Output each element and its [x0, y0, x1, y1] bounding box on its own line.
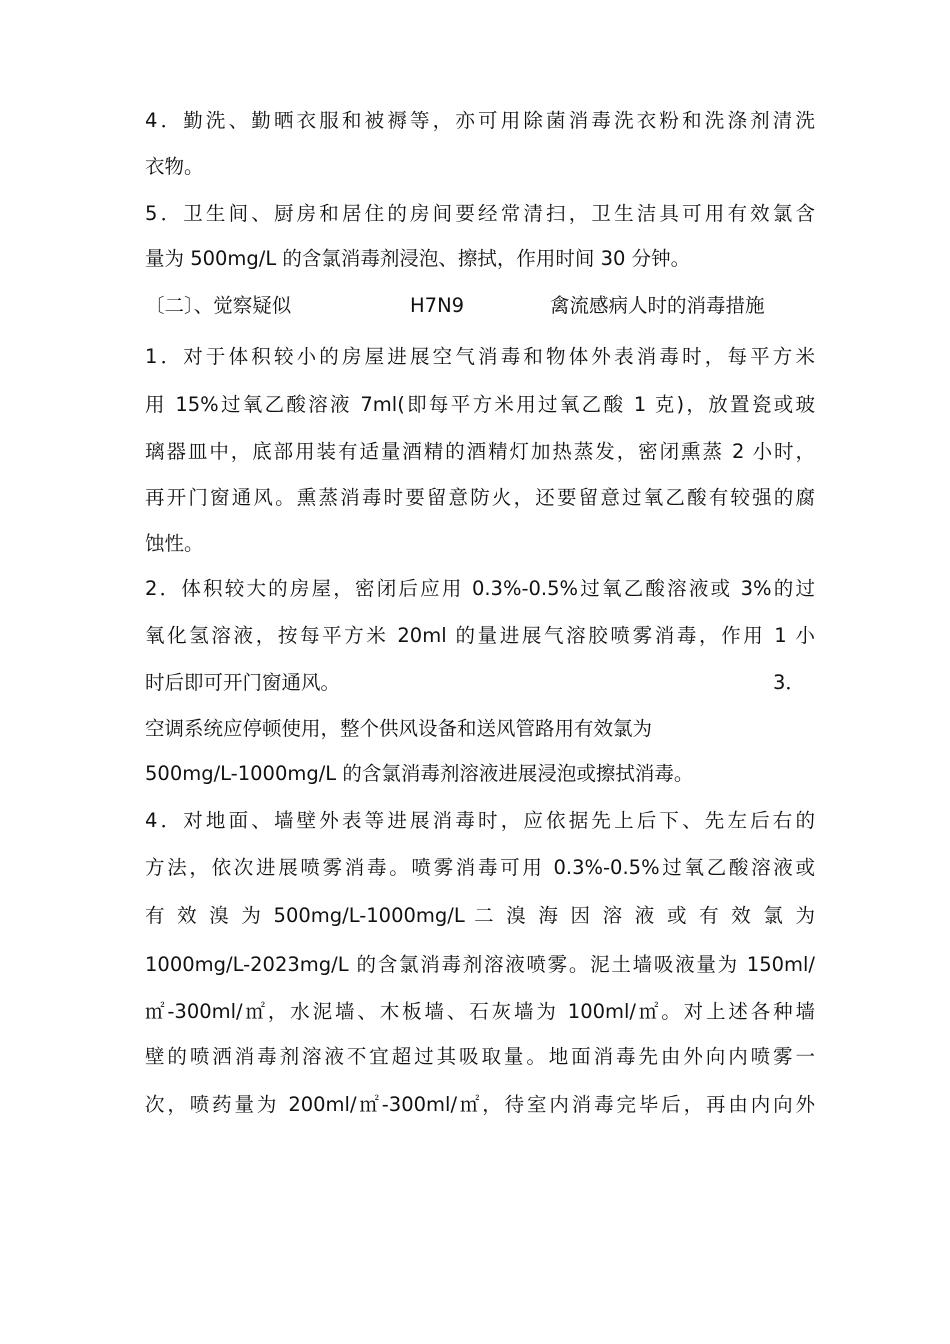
text-line: 璃器皿中，底部用装有适量酒精的酒精灯加热蒸发，密闭熏蒸 2 小时，	[145, 440, 815, 463]
text-line: 有 效 溴 为 500mg/L-1000mg/L 二 溴 海 因 溶 液 或 有 效 氯 为	[145, 904, 815, 927]
text-line: 5．卫生间、厨房和居住的房间要经常清扫，卫生洁具可用有效氯含	[145, 202, 815, 225]
text-line: 方法，依次进展喷雾消毒。喷雾消毒可用 0.3%-0.5%过氧乙酸溶液或	[145, 856, 815, 879]
text-line: 蚀性。	[145, 532, 204, 555]
text-line: 用 15%过氧乙酸溶液 7ml(即每平方米用过氧乙酸 1 克)，放置瓷或玻	[145, 393, 815, 416]
text-line: 壁的喷洒消毒剂溶液不宜超过其吸取量。地面消毒先由外向内喷雾一	[145, 1045, 815, 1068]
heading-part: 禽流感病人时的消毒措施	[550, 294, 765, 317]
text-line: 氧化氢溶液，按每平方米 20ml 的量进展气溶胶喷雾消毒，作用 1 小	[145, 624, 815, 647]
heading-part: 〔二〕、觉察疑似	[145, 294, 292, 317]
heading-part: H7N9	[410, 294, 465, 317]
text-line: 再开门窗通风。熏蒸消毒时要留意防火，还要留意过氧乙酸有较强的腐	[145, 486, 815, 509]
text-line: ㎡-300ml/㎡，水泥墙、木板墙、石灰墙为 100ml/㎡。对上述各种墙	[145, 1000, 815, 1023]
text-line: 次，喷药量为 200ml/㎡-300ml/㎡，待室内消毒完毕后，再由内向外	[145, 1093, 815, 1116]
text-line: 1000mg/L-2023mg/L 的含氯消毒剂溶液喷雾。泥土墙吸液量为 150ml/	[145, 953, 815, 976]
text-segment: 时后即可开门窗通风。	[145, 671, 341, 694]
text-line	[145, 669, 815, 697]
text-line: 4．对地面、墙壁外表等进展消毒时，应依据先上后下、先左后右的	[145, 809, 815, 832]
text-line: 2．体积较大的房屋，密闭后应用 0.3%-0.5%过氧乙酸溶液或 3%的过	[145, 577, 815, 600]
text-line: 空调系统应停顿使用，整个供风设备和送风管路用有效氯为	[145, 717, 653, 740]
section-heading	[145, 292, 815, 320]
text-line: 4．勤洗、勤晒衣服和被褥等，亦可用除菌消毒洗衣粉和洗涤剂清洗	[145, 109, 815, 132]
text-line: 衣物。	[145, 155, 204, 178]
text-line: 1．对于体积较小的房屋进展空气消毒和物体外表消毒时，每平方米	[145, 345, 815, 368]
text-line: 500mg/L-1000mg/L 的含氯消毒剂溶液进展浸泡或擦拭消毒。	[145, 762, 694, 785]
text-line: 量为 500mg/L 的含氯消毒剂浸泡、擦拭，作用时间 30 分钟。	[145, 247, 691, 270]
text-segment: 3．	[773, 671, 805, 694]
